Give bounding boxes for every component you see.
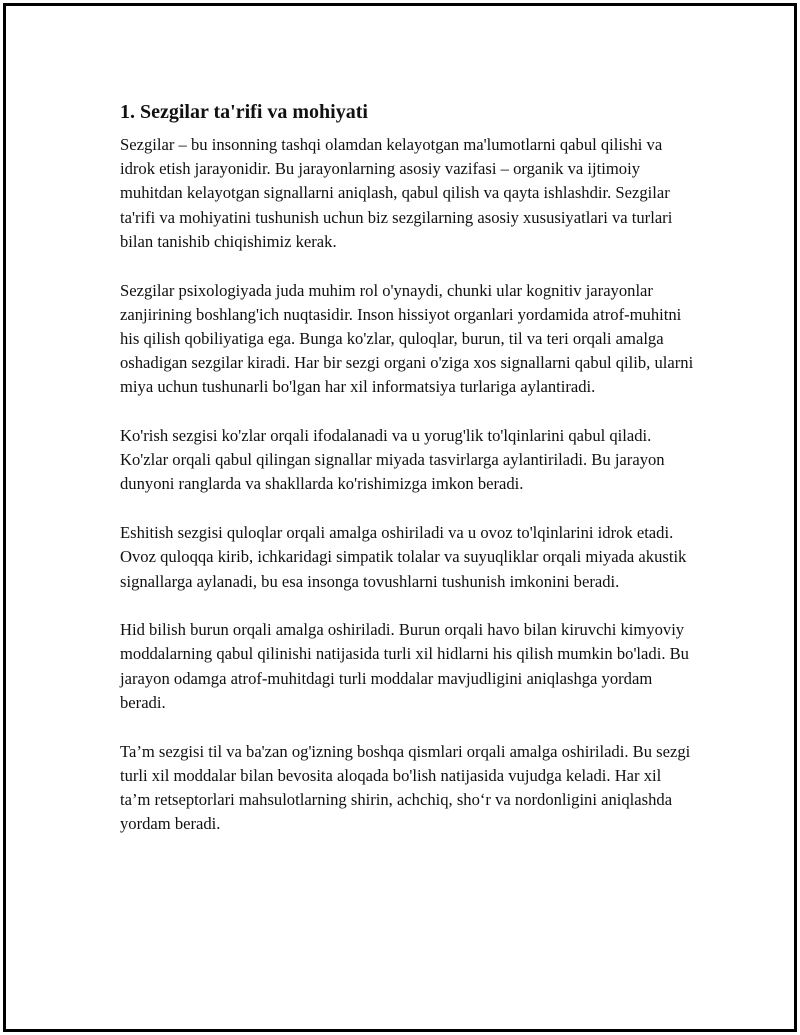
document-body [120,98,695,861]
paragraph-hearing: Eshitish sezgisi quloqlar orqali amalga oshiriladi va u ovoz to'lqinlarini idrok etadi. Ovoz quloqqa kirib, ichkaridagi simpatik tolalar va suyuqliklar orqali miyada akustik signallarga aylanadi, bu esa insonga tovushlarni tushunish imkonini beradi. [120,523,687,591]
paragraph-vision: Ko'rish sezgisi ko'zlar orqali ifodalanadi va u yorug'lik to'lqinlarini qabul qiladi. Ko'zlar orqali qabul qilingan signallar miyada tasvirlarga aylantiriladi. Bu jarayon dunyoni ranglarda va shakllarda ko'rishimizga imkon beradi. [120,426,665,494]
paragraph-psychology-role: Sezgilar psixologiyada juda muhim rol o'ynaydi, chunki ular kognitiv jarayonlar zanjirining boshlang'ich nuqtasidir. Inson hissiyot organlari yordamida atrof-muhitni his qilish qobiliyatiga ega. Bunga ko'zlar, quloqlar, burun, til va teri orqali amalga oshadigan sezgilar kiradi. Har bir sezgi organi o'ziga xos signallarni qabul qilib, ularni miya uchun tushunarli bo'lgan har xil informatsiya turlariga aylantiradi. [120,280,694,397]
paragraph-definition: Sezgilar – bu insonning tashqi olamdan kelayotgan ma'lumotlarni qabul qilishi va idrok etish jarayonidir. Bu jarayonlarning asosiy vazifasi – organik va ijtimoiy muhitdan kelayotgan signallarni aniqlash, qabul qilish va qayta ishlashdir. Sezgilar ta'rifi va mohiyatini tushunish uchun biz sezgilarning asosiy xususiyatlari va turlari bilan tanishib chiqishimiz kerak. [120,135,673,251]
page-frame [3,3,797,1032]
paragraph-taste: Ta’m sezgisi til va ba'zan og'izning boshqa qismlari orqali amalga oshiriladi. Bu sezgi turli xil moddalar bilan bevosita aloqada bo'lish natijasida vujudga keladi. Har xil ta’m retseptorlari mahsulotlarning shirin, achchiq, sho‘r va nordonligini aniqlashda yordam beradi. [120,741,691,834]
paragraph-smell: Hid bilish burun orqali amalga oshiriladi. Burun orqali havo bilan kiruvchi kimyoviy moddalarning qabul qilinishi natijasida turli xil hidlarni his qilish mumkin bo'ladi. Bu jarayon odamga atrof-muhitdagi turli moddalar mavjudligini aniqlashga yordam beradi. [120,620,689,712]
section-heading: 1. Sezgilar ta'rifi va mohiyati [120,101,368,123]
